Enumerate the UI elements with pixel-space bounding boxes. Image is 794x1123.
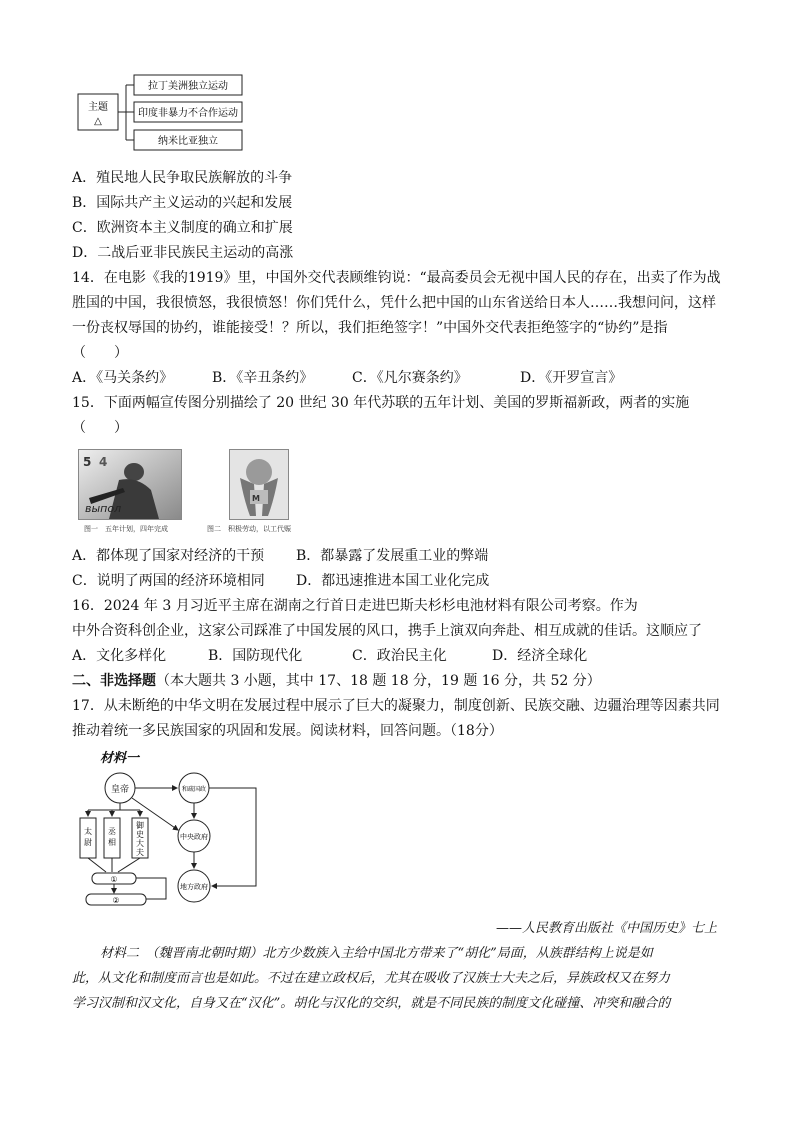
svg-text:M: M (252, 494, 260, 503)
svg-text:5: 5 (83, 455, 92, 469)
yushi-dafu-node: 御史大夫 (136, 821, 144, 857)
section-2-note: （本大题共 3 小题，其中 17、18 题 18 分，19 题 16 分，共 52 分） (156, 673, 601, 689)
q14-blank: （ ） (72, 345, 128, 361)
q15-option-b: B．都暴露了发展重工业的弊端 (296, 548, 489, 564)
q16-line-2: 中外合资科创企业，这家公司踩准了中国发展的风口，携手上演双向奔赴、相互成就的佳话。这顺应了 (72, 623, 702, 639)
poster-five-year-plan-image (78, 449, 182, 520)
section-2-heading-row (72, 672, 601, 690)
slot-1: ① (110, 875, 118, 884)
theme-diagram (76, 72, 256, 154)
material-2-line-2: 此，从文化和制度而言也是如此。不过在建立政权后，尤其在吸收了汉族士大夫之后，异族政权又在努力 (72, 971, 671, 986)
q16-option-b: B．国防现代化 (208, 648, 303, 664)
slot-2: ② (112, 896, 120, 905)
poster-2-caption: 图二 积极劳动，以工代赈 (207, 525, 291, 533)
poster-1-caption: 图一 五年计划，四年完成 (84, 525, 168, 533)
theme-label: 主题 (88, 102, 108, 113)
svg-text:4: 4 (99, 455, 108, 469)
q13-option-d: D．二战后亚非民族民主运动的高涨 (72, 245, 294, 261)
theme-branch-1: 拉丁美洲独立运动 (148, 81, 228, 92)
government-structure-diagram (76, 772, 260, 908)
top-right-node: 和疏国政 (181, 786, 207, 793)
q14-option-b: B．《辛丑条约》 (212, 370, 314, 386)
theme-symbol: △ (94, 116, 102, 127)
emperor-node: 皇帝 (110, 785, 130, 795)
q17-line-1: 17．从未断绝的中华文明在发展过程中展示了巨大的凝聚力，制度创新、民族交融、边疆治理等因素共同 (72, 698, 720, 714)
q13-option-a: A．殖民地人民争取民族解放的斗争 (72, 170, 293, 186)
material-1-source: ——人民教育出版社《中国历史》七上 (496, 921, 718, 936)
q16-line-1: 16．2024 年 3 月习近平主席在湖南之行首日走进巴斯夫杉杉电池材料有限公司考察。作为 (72, 598, 638, 614)
q15-option-d: D．都迅速推进本国工业化完成 (296, 573, 490, 589)
q15-blank: （ ） (72, 420, 128, 436)
q14-option-d: D．《开罗宣言》 (520, 370, 623, 386)
q16-option-a: A．文化多样化 (72, 648, 167, 664)
material-1-title: 材料一 (100, 751, 140, 766)
local-government-node: 地方政府 (180, 883, 208, 891)
central-government-node: 中央政府 (180, 833, 208, 841)
q16-option-c: C．政治民主化 (352, 648, 447, 664)
q14-line-1: 14．在电影《我的1919》里，中国外交代表顾维钧说：“最高委员会无视中国人民的存在，出卖了作为战 (72, 270, 721, 286)
q14-option-c: C．《凡尔赛条约》 (352, 370, 468, 386)
q14-line-2: 胜国的中国，我很愤怒，我很愤怒！你们凭什么，凭什么把中国的山东省送给日本人……我想问问，这样 (72, 295, 716, 311)
material-2-line-3: 学习汉制和汉文化，自身又在“汉化”。胡化与汉化的交织，就是不同民族的制度文化碰撞、冲突和融合的 (72, 996, 671, 1011)
q17-line-2: 推动着统一多民族国家的巩固和发展。阅读材料，回答问题。（18分） (72, 723, 503, 739)
svg-text:выпол: выпол (85, 502, 122, 515)
chengxiang-node: 丞相 (108, 827, 116, 847)
taiwei-node: 太尉 (84, 827, 92, 847)
q16-option-d: D．经济全球化 (492, 648, 588, 664)
q15-line-1: 15．下面两幅宣传图分别描绘了 20 世纪 30 年代苏联的五年计划、美国的罗斯福新政，两者的实施 (72, 395, 690, 411)
q14-option-a: A．《马关条约》 (72, 370, 174, 386)
q15-option-a: A．都体现了国家对经济的干预 (72, 548, 265, 564)
q15-option-c: C．说明了两国的经济环境相同 (72, 573, 265, 589)
q14-line-3: 一份丧权辱国的协约，谁能接受！？所以，我们拒绝签字！”中国外交代表拒绝签字的“协约”是指 (72, 320, 668, 336)
section-2-heading: 二、非选择题 (72, 673, 156, 689)
theme-branch-3: 纳米比亚独立 (158, 136, 218, 147)
q13-option-b: B．国际共产主义运动的兴起和发展 (72, 195, 293, 211)
material-2-line-1: 材料二 （魏晋南北朝时期）北方少数族入主给中国北方带来了“胡化”局面，从族群结构上说是如 (100, 946, 653, 961)
poster-new-deal-image (229, 449, 289, 520)
q13-option-c: C．欧洲资本主义制度的确立和扩展 (72, 220, 293, 236)
theme-branch-2: 印度非暴力不合作运动 (138, 108, 238, 119)
